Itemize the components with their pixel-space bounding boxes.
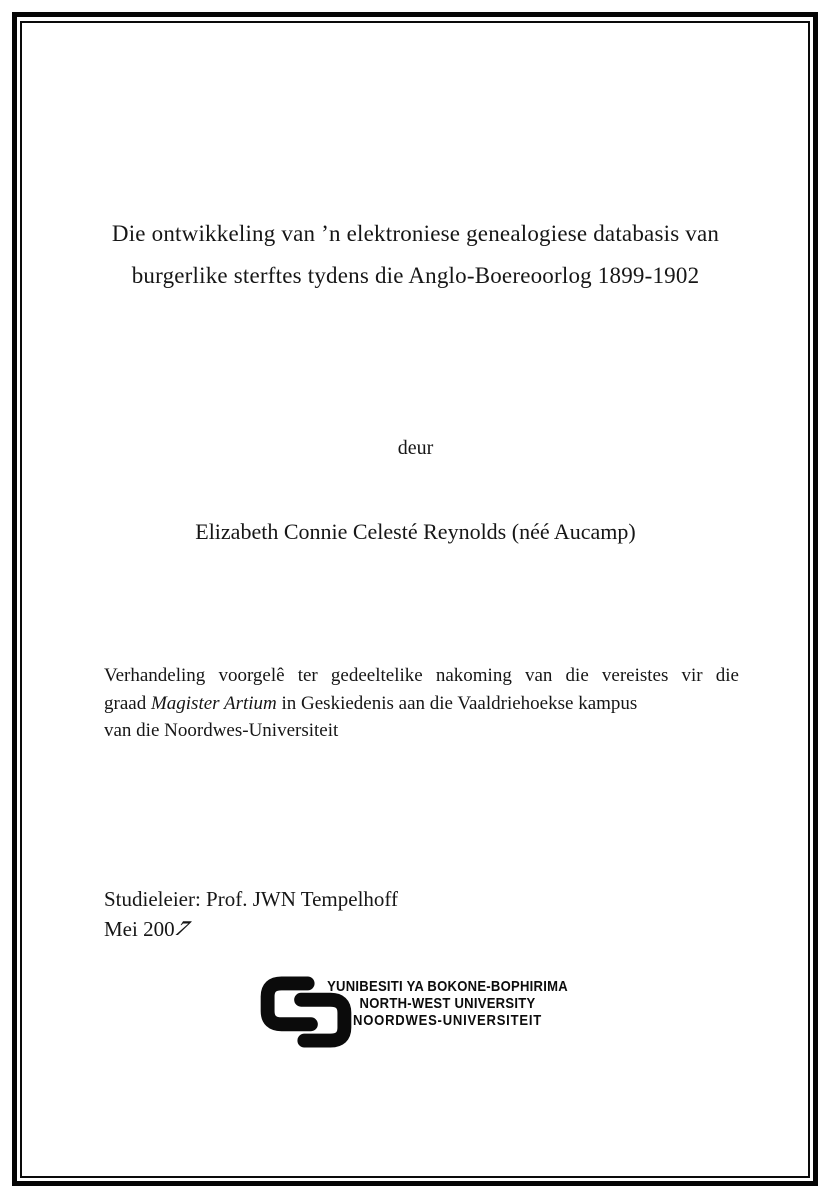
university-logo-text [317, 978, 578, 1029]
statement-degree-name: Magister Artium [150, 692, 277, 714]
supervisor-block [104, 884, 398, 944]
statement-line-2 [104, 690, 739, 718]
title-line-1: Die ontwikkeling van ’n elektroniese genealogiese databasis van [111, 221, 720, 246]
date-last-digit: 7 [169, 916, 196, 940]
degree-statement [104, 662, 739, 745]
supervisor-line: Studieleier: Prof. JWN Tempelhoff [104, 887, 399, 911]
author-name: Elizabeth Connie Celesté Reynolds (néé Aucamp) [195, 519, 636, 544]
byline-label: deur [397, 437, 434, 459]
statement-line-3: van die Noordwes-Universiteit [104, 720, 339, 741]
statement-line-2-pre: graad [104, 692, 151, 714]
date-line [104, 914, 398, 944]
logo-text-line-3: NOORDWES-UNIVERSITEIT [352, 1012, 543, 1029]
logo-text-line-1: YUNIBESITI YA BOKONE-BOPHIRIMA [327, 978, 568, 995]
statement-line-1: Verhandeling voorgelê ter gedeeltelike nakoming van die vereistes vir die [104, 665, 739, 686]
university-logo [0, 968, 831, 1058]
logo-text-line-2: NORTH-WEST UNIVERSITY [359, 995, 536, 1012]
date-prefix: Mei 200 [104, 917, 175, 941]
title-line-2: burgerlike sterftes tydens die Anglo-Boereoorlog 1899-1902 [131, 263, 700, 288]
page-title [0, 213, 831, 297]
statement-line-2-post: in Geskiedenis aan die Vaaldriehoekse kampus [276, 692, 638, 714]
